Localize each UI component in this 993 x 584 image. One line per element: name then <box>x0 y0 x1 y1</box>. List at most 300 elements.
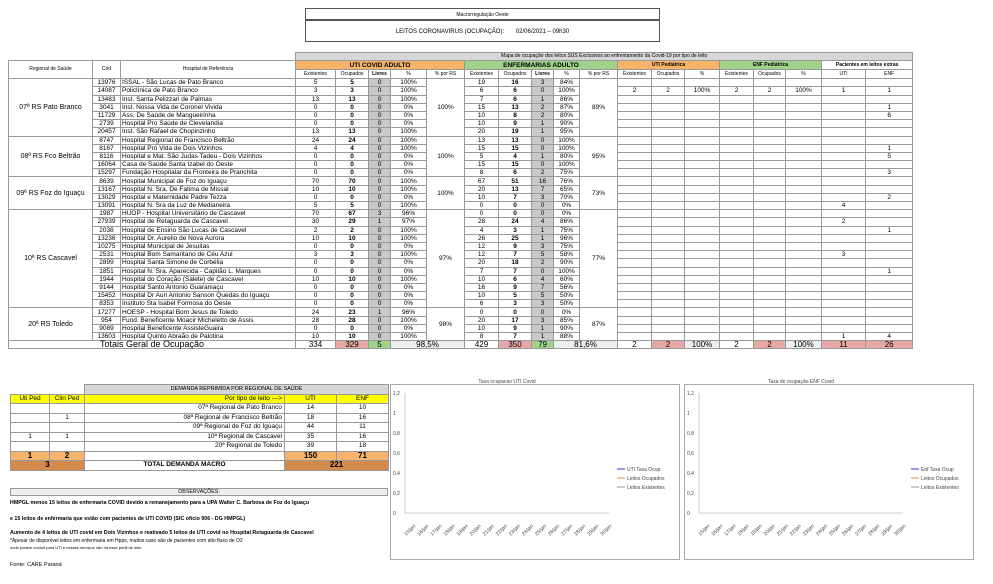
enf-value: 100% <box>554 87 580 95</box>
ped-extra-value <box>618 316 652 324</box>
uti-chart <box>390 379 680 560</box>
ped-extra-value <box>786 267 822 275</box>
x-tick-label: 28/jan <box>867 523 882 538</box>
ped-extra-value <box>822 267 866 275</box>
enf-value: 2 <box>532 169 554 177</box>
enf-value: 80% <box>554 152 580 160</box>
uti-value: 1 <box>369 308 391 316</box>
hospital-name: Hospital N. Sra da Luz de Medianeira <box>121 202 296 210</box>
hospital-name: Fund. Beneficente Moacir Micheletto de Assis <box>121 316 296 324</box>
col-header: % por RS <box>427 70 465 79</box>
x-tick-label: 24/jan <box>520 523 535 538</box>
ped-extra-value <box>754 210 786 218</box>
chart-svg <box>391 379 681 561</box>
x-tick-label: 25/jan <box>534 523 548 538</box>
uti-value: 0 <box>369 120 391 128</box>
table-row <box>9 251 977 259</box>
uti-value: 0 <box>369 111 391 119</box>
enf-value: 0 <box>465 202 499 210</box>
hospital-name: Hospital Regional de Francisco Beltrão <box>121 136 296 144</box>
enf-pct-rs: 73% <box>580 177 618 210</box>
ped-extra-value <box>822 111 866 119</box>
table-row <box>9 177 977 185</box>
demanda-total-ped: 3 <box>11 461 85 471</box>
total-value: 5 <box>369 341 391 349</box>
ped-extra-value <box>618 300 652 308</box>
ped-extra-value: 1 <box>822 87 866 95</box>
enf-value: 0 <box>532 144 554 152</box>
enf-value: 4 <box>499 152 532 160</box>
uti-value: 28 <box>336 316 369 324</box>
enf-value: 84% <box>554 79 580 87</box>
hospital-code: 13483 <box>93 95 121 103</box>
source-note: Fonte: CARE Paraná <box>10 562 62 568</box>
table-row <box>9 202 977 210</box>
enf-value: 0 <box>532 308 554 316</box>
enf-value: 2 <box>532 103 554 111</box>
ped-extra-value <box>720 103 754 111</box>
ped-extra-value <box>866 251 913 259</box>
group-uti-ped: UTI Pediátrica <box>618 61 720 70</box>
enf-value: 7 <box>465 267 499 275</box>
hospital-code: 10275 <box>93 242 121 250</box>
enf-value: 85% <box>554 316 580 324</box>
enf-value: 1 <box>532 120 554 128</box>
ped-extra-value <box>866 128 913 136</box>
col-header: % <box>554 70 580 79</box>
ped-extra-value <box>652 185 685 193</box>
table-row <box>9 169 977 177</box>
uti-value: 0 <box>336 120 369 128</box>
enf-value: 0 <box>532 202 554 210</box>
demanda-cell: 10 <box>337 404 389 414</box>
ped-extra-value <box>618 226 652 234</box>
ped-extra-value <box>652 202 685 210</box>
uti-value: 0 <box>369 267 391 275</box>
x-tick-label: 19/jan <box>749 523 764 538</box>
uti-value: 10 <box>336 275 369 283</box>
uti-value: 0 <box>369 103 391 111</box>
ped-extra-value <box>786 316 822 324</box>
enf-value: 7 <box>465 95 499 103</box>
enf-value: 0 <box>532 161 554 169</box>
ped-extra-value <box>685 95 720 103</box>
ped-extra-value <box>618 161 652 169</box>
uti-value: 13 <box>296 95 336 103</box>
ped-extra-value <box>618 275 652 283</box>
hospital-code: 20457 <box>93 128 121 136</box>
demanda-cell: 20ª Regional de Toledo <box>85 442 285 452</box>
col-header: ENF <box>866 70 913 79</box>
y-tick-label: 0 <box>687 511 690 517</box>
uti-value: 97% <box>391 218 427 226</box>
ped-extra-value <box>685 210 720 218</box>
ped-extra-value <box>866 177 913 185</box>
col-header: Ocupados <box>499 70 532 79</box>
uti-value: 0 <box>369 316 391 324</box>
ped-extra-value <box>822 103 866 111</box>
ped-extra-value <box>652 251 685 259</box>
enf-value: 15 <box>499 144 532 152</box>
ped-extra-value: 3 <box>866 169 913 177</box>
ped-extra-value <box>720 283 754 291</box>
hospital-code: 16064 <box>93 161 121 169</box>
hospital-name: Inst. Santa Pelizzari de Palmas <box>121 95 296 103</box>
ped-extra-value <box>618 103 652 111</box>
total-value: 100% <box>685 341 720 349</box>
uti-value: 10 <box>336 234 369 242</box>
enf-value: 9 <box>499 283 532 291</box>
ped-extra-value <box>866 185 913 193</box>
hospital-code: 954 <box>93 316 121 324</box>
demanda-cell: 18 <box>285 413 337 423</box>
ped-extra-value <box>618 234 652 242</box>
ped-extra-value <box>754 95 786 103</box>
hospital-name: Hospital Dr. Aurelio de Nova Aurora <box>121 234 296 242</box>
enf-value: 1 <box>532 128 554 136</box>
table-row <box>9 324 977 332</box>
enf-value: 4 <box>465 226 499 234</box>
ped-extra-value <box>685 242 720 250</box>
enf-value: 90% <box>554 259 580 267</box>
hospital-code: 2038 <box>93 226 121 234</box>
ped-extra-value <box>720 300 754 308</box>
ped-extra-value <box>822 193 866 201</box>
total-value: 2 <box>652 341 685 349</box>
totals-row <box>9 341 977 349</box>
enf-value: 28 <box>465 218 499 226</box>
hospital-code: 2531 <box>93 251 121 259</box>
uti-value: 0% <box>391 283 427 291</box>
group-enf-ped: ENF Pediátrica <box>720 61 822 70</box>
ped-extra-value <box>685 316 720 324</box>
total-value: 2 <box>720 341 754 349</box>
enf-value: 0 <box>532 267 554 275</box>
enf-value: 8 <box>465 333 499 341</box>
ped-extra-value: 2 <box>618 87 652 95</box>
uti-value: 2 <box>296 226 336 234</box>
uti-value: 29 <box>336 218 369 226</box>
ped-extra-value <box>618 79 652 87</box>
table-row <box>9 226 977 234</box>
hospital-code: 15452 <box>93 292 121 300</box>
uti-value: 0 <box>336 152 369 160</box>
ped-extra-value <box>685 169 720 177</box>
ped-extra-value <box>618 185 652 193</box>
uti-value: 0 <box>296 103 336 111</box>
enf-value: 12 <box>465 251 499 259</box>
y-tick-label: 0,6 <box>393 451 400 457</box>
enf-value: 20 <box>465 259 499 267</box>
uti-value: 0 <box>336 267 369 275</box>
ped-extra-value <box>786 128 822 136</box>
enf-value: 100% <box>554 267 580 275</box>
y-tick-label: 1,2 <box>687 391 694 397</box>
table-row <box>9 79 977 87</box>
table-row <box>9 218 977 226</box>
col-header: Ocupados <box>336 70 369 79</box>
x-tick-label: 28/jan <box>573 523 588 538</box>
table-row <box>9 316 977 324</box>
table-row <box>9 185 977 193</box>
uti-value: 3 <box>296 251 336 259</box>
ped-extra-value <box>822 144 866 152</box>
uti-value: 0 <box>369 136 391 144</box>
enf-value: 6 <box>465 87 499 95</box>
hospital-name: ISSAL - São Lucas de Pato Branco <box>121 79 296 87</box>
ped-extra-value <box>618 251 652 259</box>
enf-value: 25 <box>499 234 532 242</box>
hospital-code: 9144 <box>93 283 121 291</box>
enf-value: 12 <box>465 242 499 250</box>
uti-value: 0 <box>369 95 391 103</box>
uti-value: 0 <box>369 226 391 234</box>
y-tick-label: 0,8 <box>687 431 694 437</box>
obs-line: HMPGL menos 15 leitos de enfermaria COVID devido a remanejamento para a UPA Walter C. Barbosa de Foz do Iguaçu <box>10 500 310 506</box>
hospital-name: Hospital Pró Vida de Dois Vizinhos <box>121 144 296 152</box>
ped-extra-value <box>685 267 720 275</box>
ped-extra-value <box>652 152 685 160</box>
ped-extra-value <box>754 324 786 332</box>
ped-extra-value <box>822 79 866 87</box>
enf-value: 95% <box>554 128 580 136</box>
y-tick-label: 0 <box>393 511 396 517</box>
x-tick-label: 21/jan <box>481 523 496 538</box>
demanda-head: UTI <box>285 394 337 404</box>
ped-extra-value <box>652 161 685 169</box>
uti-value: 100% <box>391 275 427 283</box>
demanda-head: Clin Ped <box>50 394 85 404</box>
chart-svg <box>685 379 975 561</box>
enf-value: 1 <box>532 324 554 332</box>
hospital-code: 1851 <box>93 267 121 275</box>
uti-value: 3 <box>296 87 336 95</box>
ped-extra-value <box>754 202 786 210</box>
ped-extra-value <box>786 169 822 177</box>
ped-extra-value <box>822 300 866 308</box>
ped-extra-value <box>822 95 866 103</box>
uti-value: 0% <box>391 161 427 169</box>
enf-value: 1 <box>532 226 554 234</box>
ped-extra-value <box>720 95 754 103</box>
hospital-code: 13976 <box>93 79 121 87</box>
uti-value: 0 <box>369 292 391 300</box>
uti-value: 30 <box>296 218 336 226</box>
hospital-code: 1987 <box>93 210 121 218</box>
demanda-cell: 16 <box>337 413 389 423</box>
ped-extra-value: 100% <box>685 87 720 95</box>
ped-extra-value: 1 <box>866 226 913 234</box>
uti-value: 0 <box>336 161 369 169</box>
ped-extra-value <box>652 283 685 291</box>
x-tick-label: 20/jan <box>762 523 777 538</box>
ped-extra-value <box>822 242 866 250</box>
y-tick-label: 0,2 <box>393 491 400 497</box>
uti-value: 96% <box>391 308 427 316</box>
demanda-cell: 08ª Regional de Francisco Beltrão <box>85 413 285 423</box>
hospital-name: Ass. De Saúde de Mangueirinha <box>121 111 296 119</box>
demanda-cell: 1 <box>11 432 50 442</box>
x-tick-label: 16/jan <box>416 523 431 538</box>
hospital-name: Fundação Hospitalar da Fronteira de Pranchita <box>121 169 296 177</box>
y-tick-label: 1,2 <box>393 391 400 397</box>
enf-value: 5 <box>532 251 554 259</box>
uti-value: 0 <box>369 177 391 185</box>
ped-extra-value <box>786 324 822 332</box>
macro-title: Macrorregulação Oeste <box>305 8 660 20</box>
y-tick-label: 0,8 <box>393 431 400 437</box>
hospital-code: 13167 <box>93 185 121 193</box>
ped-extra-value: 1 <box>866 267 913 275</box>
ped-extra-value <box>685 202 720 210</box>
uti-value: 100% <box>391 316 427 324</box>
ped-extra-value <box>720 161 754 169</box>
uti-value: 0 <box>369 79 391 87</box>
uti-value: 0 <box>369 152 391 160</box>
ped-extra-value <box>685 234 720 242</box>
hospital-code: 2739 <box>93 120 121 128</box>
enf-value: 58% <box>554 251 580 259</box>
ped-extra-value <box>720 144 754 152</box>
uti-value: 1 <box>369 218 391 226</box>
report-date: 02/06/2021 – 09h30 <box>515 29 570 35</box>
uti-value: 24 <box>296 308 336 316</box>
hospital-code: 13603 <box>93 333 121 341</box>
y-tick-label: 1 <box>393 411 396 417</box>
ped-extra-value <box>685 218 720 226</box>
enf-value: 6 <box>499 95 532 103</box>
x-tick-label: 17/jan <box>429 523 444 538</box>
demanda-cell: 10ª Regional de Cascavel <box>85 432 285 442</box>
uti-value: 0 <box>336 324 369 332</box>
uti-pct-rs: 97% <box>427 210 465 308</box>
uti-value: 0% <box>391 152 427 160</box>
ped-extra-value <box>866 292 913 300</box>
uti-value: 13 <box>296 128 336 136</box>
uti-value: 23 <box>336 308 369 316</box>
ped-extra-value <box>720 177 754 185</box>
demanda-table <box>10 384 389 471</box>
ped-extra-value <box>685 193 720 201</box>
enf-value: 6 <box>465 300 499 308</box>
hospital-name: Hospital Santo Antonio Guaraniaçu <box>121 283 296 291</box>
enf-value: 0 <box>499 308 532 316</box>
enf-value: 3 <box>532 79 554 87</box>
uti-value: 0 <box>369 87 391 95</box>
ped-extra-value: 4 <box>866 333 913 341</box>
y-tick-label: 0,4 <box>393 471 400 477</box>
demanda-total-value: 221 <box>285 461 389 471</box>
demanda-subtotal: 150 <box>285 451 337 461</box>
ped-extra-value <box>786 103 822 111</box>
uti-value: 0 <box>369 283 391 291</box>
hospital-name: Hospital do Coração (Salete) de Cascavel <box>121 275 296 283</box>
ped-extra-value: 1 <box>866 103 913 111</box>
ped-extra-value <box>720 79 754 87</box>
ped-extra-value <box>720 259 754 267</box>
x-tick-label: 18/jan <box>442 523 457 538</box>
ped-extra-value <box>754 120 786 128</box>
ped-extra-value <box>754 267 786 275</box>
ped-extra-value <box>786 259 822 267</box>
ped-extra-value: 1 <box>866 144 913 152</box>
uti-value: 100% <box>391 185 427 193</box>
ped-extra-value <box>652 103 685 111</box>
uti-pct-rs: 98% <box>427 308 465 341</box>
ped-extra-value <box>685 308 720 316</box>
uti-value: 100% <box>391 136 427 144</box>
ped-extra-value <box>685 128 720 136</box>
ped-extra-value <box>754 300 786 308</box>
ped-extra-value <box>685 300 720 308</box>
demanda-cell <box>11 423 50 433</box>
total-value: 11 <box>822 341 866 349</box>
total-value: 329 <box>336 341 369 349</box>
ped-extra-value <box>754 177 786 185</box>
uti-value: 0 <box>296 152 336 160</box>
ped-extra-value <box>786 161 822 169</box>
uti-value: 96% <box>391 210 427 218</box>
uti-value: 0 <box>296 242 336 250</box>
ped-extra-value <box>720 226 754 234</box>
ped-extra-value: 2 <box>720 87 754 95</box>
hospital-code: 15297 <box>93 169 121 177</box>
ped-extra-value <box>720 242 754 250</box>
hospital-name: Hospital Dr Auri Antonio Sanson Quedas do Iguaçu <box>121 292 296 300</box>
uti-value: 0% <box>391 103 427 111</box>
x-tick-label: 18/jan <box>736 523 751 538</box>
uti-value: 70 <box>296 177 336 185</box>
y-tick-label: 0,4 <box>687 471 694 477</box>
x-tick-label: 21/jan <box>775 523 790 538</box>
uti-value: 0% <box>391 169 427 177</box>
spacer <box>9 53 296 61</box>
x-tick-label: 15/jan <box>697 523 712 538</box>
enf-value: 16 <box>499 79 532 87</box>
enf-value: 6 <box>499 275 532 283</box>
col-header: Livres <box>369 70 391 79</box>
enf-value: 75% <box>554 242 580 250</box>
col-header: Existentes <box>618 70 652 79</box>
x-tick-label: 30/jan <box>599 523 614 538</box>
ped-extra-value <box>720 193 754 201</box>
enf-value: 7 <box>499 251 532 259</box>
ped-extra-value <box>754 185 786 193</box>
table-row <box>9 120 977 128</box>
region-name: 08ª RS Fco Beltrão <box>9 136 93 177</box>
col-header: % por RS <box>580 70 618 79</box>
ped-extra-value <box>822 283 866 291</box>
ped-extra-value: 100% <box>786 87 822 95</box>
ped-extra-value: 2 <box>754 87 786 95</box>
uti-value: 100% <box>391 128 427 136</box>
enf-value: 1 <box>532 234 554 242</box>
enf-value: 8 <box>499 111 532 119</box>
col-hosp: Hospital de Referência <box>121 61 296 79</box>
enf-value: 67 <box>465 177 499 185</box>
hospital-code: 11729 <box>93 111 121 119</box>
demanda-cell: 14 <box>285 404 337 414</box>
ped-extra-value <box>866 308 913 316</box>
ped-extra-value <box>720 324 754 332</box>
uti-value: 0 <box>369 251 391 259</box>
y-tick-label: 1 <box>687 411 690 417</box>
enf-value: 100% <box>554 161 580 169</box>
ped-extra-value <box>685 136 720 144</box>
enf-value: 3 <box>532 242 554 250</box>
col-header: % <box>391 70 427 79</box>
col-header: Existentes <box>296 70 336 79</box>
